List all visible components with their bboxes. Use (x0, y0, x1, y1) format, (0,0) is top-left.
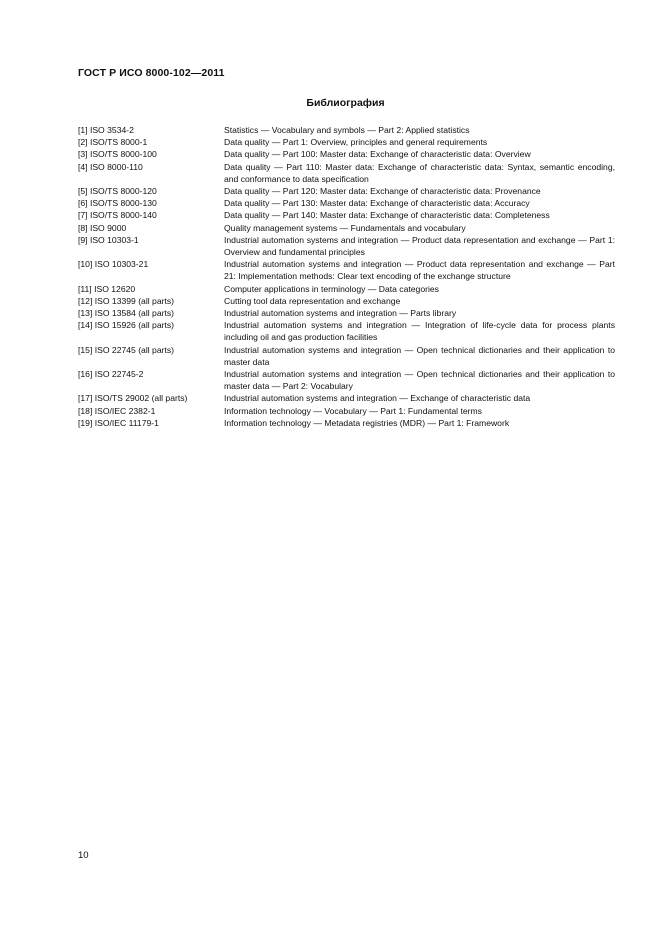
entry-description: Industrial automation systems and integration — Open technical dictionaries and their application to master data — Part 2: Vocabulary (224, 369, 615, 392)
entry-reference: [13] ISO 13584 (all parts) (78, 308, 175, 319)
entry-description: Industrial automation systems and integration — Open technical dictionaries and their application to master data (224, 344, 615, 367)
bibliography-entry (78, 417, 615, 429)
bibliography-entry (78, 124, 615, 136)
entry-reference: [10] ISO 10303-21 (78, 259, 149, 270)
bibliography-entry (78, 295, 615, 307)
entry-reference: [4] ISO 8000-110 (78, 161, 143, 172)
page-number: 10 (78, 850, 89, 861)
bibliography-title: Библиография (306, 97, 385, 109)
entry-reference: [15] ISO 22745 (all parts) (78, 344, 175, 355)
entry-description: Industrial automation systems and integration — Exchange of characteristic data (224, 393, 531, 404)
entry-reference: [6] ISO/TS 8000-130 (78, 198, 157, 209)
entry-reference: [2] ISO/TS 8000-1 (78, 137, 148, 148)
bibliography-entry (78, 368, 615, 392)
bibliography-entry (78, 209, 615, 221)
bibliography-entry (78, 148, 615, 160)
entry-description: Industrial automation systems and integration — Product data representation and exchange — Part 1: Overview and fundamental principles (224, 234, 615, 258)
entry-description: Data quality — Part 100: Master data: Exchange of characteristic data: Overview (224, 149, 531, 160)
entry-description: Quality management systems — Fundamentals and vocabulary (224, 222, 466, 233)
bibliography-entry (78, 222, 615, 234)
document-header: ГОСТ Р ИСО 8000-102—2011 (78, 67, 225, 79)
bibliography-entry (78, 136, 615, 148)
entry-reference: [1] ISO 3534-2 (78, 125, 134, 135)
entry-reference: [17] ISO/TS 29002 (all parts) (78, 393, 188, 404)
entry-description: Data quality — Part 1: Overview, principles and general requirements (224, 137, 488, 148)
entry-reference: [18] ISO/IEC 2382-1 (78, 405, 156, 416)
bibliography-entry (78, 258, 615, 282)
entry-reference: [11] ISO 12620 (78, 283, 136, 294)
bibliography-entry (78, 405, 615, 417)
entry-reference: [3] ISO/TS 8000-100 (78, 149, 157, 160)
bibliography-entry (78, 197, 615, 209)
entry-description: Data quality — Part 140: Master data: Exchange of characteristic data: Completeness (224, 210, 550, 221)
bibliography-list (78, 124, 615, 429)
bibliography-entry (78, 392, 615, 404)
bibliography-entry (78, 283, 615, 295)
entry-description: Computer applications in terminology — Data categories (224, 283, 439, 294)
entry-reference: [19] ISO/IEC 11179-1 (78, 417, 159, 428)
bibliography-entry (78, 234, 615, 258)
entry-reference: [14] ISO 15926 (all parts) (78, 320, 175, 331)
entry-reference: [8] ISO 9000 (78, 222, 127, 233)
bibliography-entry (78, 185, 615, 197)
entry-reference: [7] ISO/TS 8000-140 (78, 210, 157, 221)
entry-description: Statistics — Vocabulary and symbols — Part 2: Applied statistics (224, 125, 470, 135)
entry-reference: [5] ISO/TS 8000-120 (78, 186, 157, 197)
entry-description: Information technology — Metadata registries (MDR) — Part 1: Framework (224, 417, 510, 428)
entry-description: Information technology — Vocabulary — Part 1: Fundamental terms (224, 405, 482, 416)
entry-description: Data quality — Part 120: Master data: Exchange of characteristic data: Provenance (224, 186, 541, 197)
entry-reference: [12] ISO 13399 (all parts) (78, 295, 175, 306)
entry-description: Industrial automation systems and integration — Integration of life-cycle data for process plants including oil and gas production facilities (224, 320, 615, 343)
entry-description: Data quality — Part 130: Master data: Exchange of characteristic data: Accuracy (224, 198, 530, 209)
bibliography-entry (78, 344, 615, 368)
entry-reference: [9] ISO 10303-1 (78, 234, 139, 245)
bibliography-entry (78, 161, 615, 185)
bibliography-entry (78, 319, 615, 343)
entry-description: Data quality — Part 110: Master data: Exchange of characteristic data: Syntax, semantic encoding, and conformance to data specification (224, 161, 615, 184)
bibliography-entry (78, 307, 615, 319)
entry-description: Industrial automation systems and integration — Parts library (224, 308, 457, 319)
entry-reference: [16] ISO 22745-2 (78, 369, 144, 380)
entry-description: Industrial automation systems and integration — Product data representation and exchange — Part 21: Implementation methods: Clear text encoding of the exchange structure (224, 259, 615, 282)
entry-description: Cutting tool data representation and exchange (224, 295, 401, 306)
